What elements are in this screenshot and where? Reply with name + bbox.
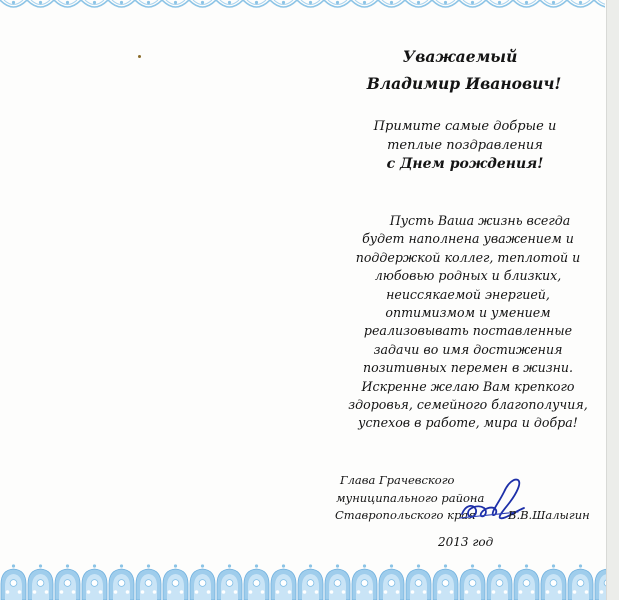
signatory-title-line: Глава Грачевского: [340, 473, 455, 487]
body-line: любовью родных и близких,: [374, 268, 562, 283]
wish-line: теплые поздравления: [387, 138, 543, 153]
wish-line: Примите самые добрые и: [373, 119, 557, 134]
signatory-name: В.В.Шалыгин: [508, 508, 590, 522]
body-line: здоровья, семейного благополучия,: [348, 397, 588, 412]
body-line: Пусть Ваша жизнь всегда: [389, 213, 571, 228]
top-ornamental-border: [0, 0, 619, 18]
card-year: 2013 год: [438, 535, 494, 549]
body-line: позитивных перемен в жизни.: [362, 360, 574, 375]
greeting-name: Владимир Иванович!: [366, 74, 562, 93]
signatory-title-line: Ставропольского края: [335, 508, 476, 522]
signatory-title-line: муниципального района: [336, 491, 485, 505]
paper-speck: [138, 55, 141, 58]
body-line: оптимизмом и умением: [385, 305, 551, 320]
body-line: успехов в работе, мира и добра!: [358, 415, 578, 430]
body-line: задачи во имя достижения: [373, 342, 563, 357]
body-line: будет наполнена уважением и: [362, 231, 574, 246]
body-line: поддержкой коллег, теплотой и: [355, 250, 581, 265]
body-line: неиссякаемой энергией,: [386, 287, 550, 302]
body-line: реализовывать поставленные: [363, 323, 573, 338]
greeting-salutation: Уважаемый: [402, 47, 518, 66]
bottom-ornamental-border: [0, 560, 619, 600]
wish-line-birthday: с Днем рождения!: [386, 156, 544, 172]
card-fold-edge: [606, 0, 619, 600]
body-line: Искренне желаю Вам крепкого: [361, 379, 575, 394]
